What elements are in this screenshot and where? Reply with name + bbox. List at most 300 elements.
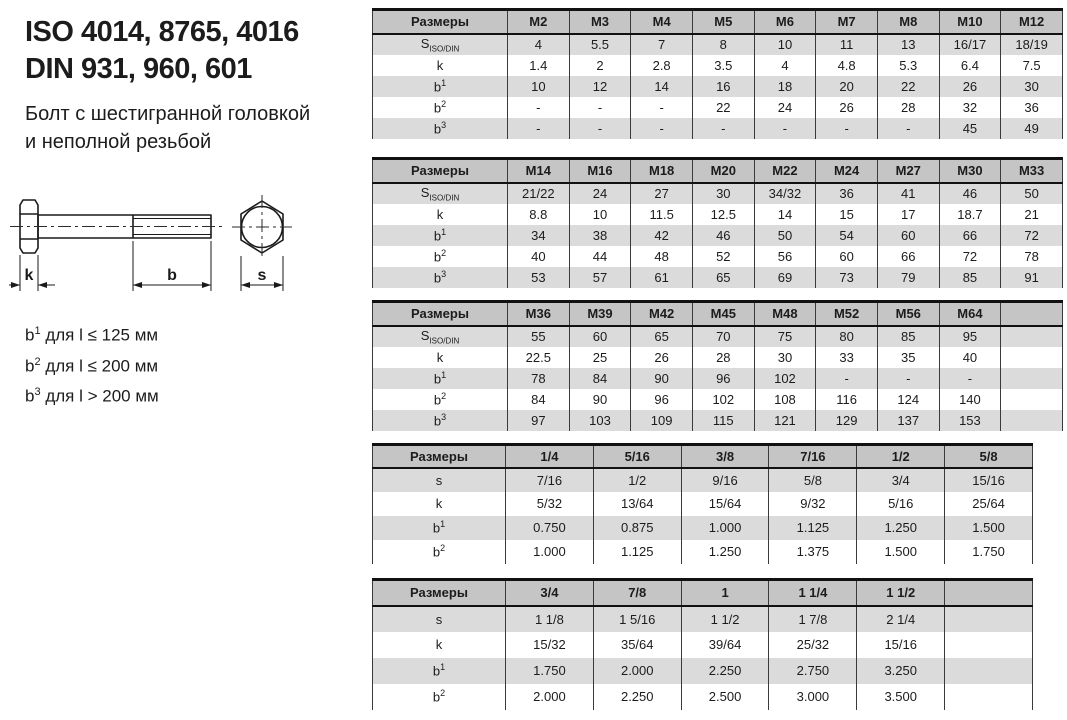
data-cell: 1 1/8 (506, 606, 594, 632)
data-cell: 2.250 (593, 684, 681, 710)
data-cell: 5/32 (506, 492, 594, 516)
data-cell: 14 (631, 76, 693, 97)
data-cell: 70 (692, 326, 754, 347)
data-cell: 2 1/4 (857, 606, 945, 632)
data-cell: 73 (816, 267, 878, 288)
dim-label-s: s (257, 267, 267, 284)
data-cell: 103 (569, 410, 631, 431)
data-cell: 2.500 (681, 684, 769, 710)
bolt-end-view (232, 195, 292, 259)
data-cell: 9/32 (769, 492, 857, 516)
data-cell: 96 (631, 389, 693, 410)
data-cell: 5/8 (769, 468, 857, 492)
data-cell: 26 (816, 97, 878, 118)
data-cell: 1.000 (506, 540, 594, 564)
data-cell: 66 (939, 225, 1001, 246)
data-cell: 34/32 (754, 183, 816, 204)
data-cell: 22.5 (508, 347, 570, 368)
data-cell: 57 (569, 267, 631, 288)
data-cell: 45 (939, 118, 1001, 139)
table-header-row (373, 302, 1063, 326)
data-cell: 2 (569, 55, 631, 76)
data-cell: 95 (939, 326, 1001, 347)
data-cell: 39/64 (681, 632, 769, 658)
data-cell: 1.375 (769, 540, 857, 564)
data-cell: 25/64 (945, 492, 1033, 516)
data-cell: - (754, 118, 816, 139)
data-cell: 2.250 (681, 658, 769, 684)
data-cell: 24 (569, 183, 631, 204)
data-cell: 36 (1001, 97, 1063, 118)
row-label: k (436, 349, 444, 365)
description-line-1: Болт с шестигранной головкой (25, 103, 311, 125)
row-label: $S_{ISO/DIN}$ (373, 326, 508, 347)
data-cell (1001, 389, 1063, 410)
data-cell: 7 (631, 34, 693, 55)
header-cell-size: M24 (816, 159, 878, 183)
data-cell: 91 (1001, 267, 1063, 288)
data-cell: 140 (939, 389, 1001, 410)
data-cell: 66 (877, 246, 939, 267)
data-cell: 46 (939, 183, 1001, 204)
data-cell: 1.250 (681, 540, 769, 564)
data-cell: 2.000 (593, 658, 681, 684)
row-label: $b^2$ (433, 247, 447, 265)
data-cell: 18/19 (1001, 34, 1063, 55)
header-cell-size: M48 (754, 302, 816, 326)
data-cell: 30 (692, 183, 754, 204)
data-cell: 20 (816, 76, 878, 97)
data-cell: 102 (754, 368, 816, 389)
data-cell: 5.3 (877, 55, 939, 76)
data-cell: - (877, 368, 939, 389)
iso-standards-title: ISO 4014, 8765, 4016 (25, 16, 299, 48)
data-cell: 44 (569, 246, 631, 267)
data-cell (945, 632, 1033, 658)
data-cell: 13/64 (593, 492, 681, 516)
data-cell (1001, 368, 1063, 389)
data-cell: - (877, 118, 939, 139)
data-cell: 12 (569, 76, 631, 97)
table-row (373, 246, 1063, 267)
header-cell-size: M16 (569, 159, 631, 183)
header-cell-size: 1 1/2 (857, 580, 945, 606)
header-cell-size: M36 (508, 302, 570, 326)
table-row (373, 97, 1063, 118)
note-b2: $b^2$ для l ≤ 200 мм (25, 355, 159, 376)
header-cell-size: M39 (569, 302, 631, 326)
data-cell: 109 (631, 410, 693, 431)
header-cell-size (945, 580, 1033, 606)
data-cell: 3.000 (769, 684, 857, 710)
header-cell-size: M14 (508, 159, 570, 183)
header-cell-size: 7/16 (769, 445, 857, 468)
data-cell: 102 (692, 389, 754, 410)
data-cell: 26 (939, 76, 1001, 97)
header-cell-size: 7/8 (593, 580, 681, 606)
table-row (373, 55, 1063, 76)
table-row (373, 118, 1063, 139)
data-cell: 115 (692, 410, 754, 431)
data-cell: 36 (816, 183, 878, 204)
data-cell: 53 (508, 267, 570, 288)
header-cell-sizes: Размеры (373, 302, 508, 326)
dimension-k (9, 255, 55, 291)
data-cell: 116 (816, 389, 878, 410)
data-cell: 1.750 (506, 658, 594, 684)
data-cell: 60 (877, 225, 939, 246)
data-cell: - (569, 118, 631, 139)
data-cell: 14 (754, 204, 816, 225)
data-cell: 84 (508, 389, 570, 410)
data-cell (945, 606, 1033, 632)
header-cell-size: 3/4 (506, 580, 594, 606)
data-cell: 4 (754, 55, 816, 76)
data-cell: 80 (816, 326, 878, 347)
header-cell-size: M30 (939, 159, 1001, 183)
data-cell: 1 1/2 (681, 606, 769, 632)
data-cell (1001, 347, 1063, 368)
dim-label-k: k (24, 267, 34, 284)
table-row (373, 492, 1033, 516)
thread-length-notes (25, 318, 159, 410)
data-cell: 50 (1001, 183, 1063, 204)
header-cell-size: 5/16 (593, 445, 681, 468)
data-cell: - (569, 97, 631, 118)
header-cell-size: M20 (692, 159, 754, 183)
note-b3: $b^3$ для l > 200 мм (25, 386, 159, 406)
header-cell-size: M22 (754, 159, 816, 183)
data-cell (945, 658, 1033, 684)
header-cell-size: M64 (939, 302, 1001, 326)
data-cell: 3.500 (857, 684, 945, 710)
data-cell: 72 (1001, 225, 1063, 246)
data-cell: 17 (877, 204, 939, 225)
data-cell: 28 (877, 97, 939, 118)
table-header-row (373, 10, 1063, 34)
data-cell: 78 (1001, 246, 1063, 267)
data-cell: 35 (877, 347, 939, 368)
table-row (373, 34, 1063, 55)
row-label: $b^1$ (373, 368, 508, 389)
data-cell: - (508, 97, 570, 118)
table-metric-m36-m64 (372, 300, 1063, 431)
data-cell: 61 (631, 267, 693, 288)
data-cell: 0.750 (506, 516, 594, 540)
header-cell-size: M12 (1001, 10, 1063, 34)
data-cell: 30 (754, 347, 816, 368)
row-label: $b^3$ (373, 267, 508, 288)
header-cell-size: M3 (569, 10, 631, 34)
data-cell: 75 (754, 326, 816, 347)
data-cell: 1.750 (945, 540, 1033, 564)
data-cell: 90 (569, 389, 631, 410)
data-cell: - (816, 118, 878, 139)
data-cell: - (939, 368, 1001, 389)
table-header-row (373, 445, 1033, 468)
table-row (373, 684, 1033, 710)
table-row (373, 468, 1033, 492)
data-cell: 1.125 (593, 540, 681, 564)
table-row (373, 76, 1063, 97)
data-cell: 42 (631, 225, 693, 246)
data-cell: 11.5 (631, 204, 693, 225)
table-metric-m2-m12 (372, 8, 1063, 139)
header-cell-size: M42 (631, 302, 693, 326)
data-cell: 28 (692, 347, 754, 368)
data-cell: 1.000 (681, 516, 769, 540)
header-cell-size: M27 (877, 159, 939, 183)
data-cell: 15/64 (681, 492, 769, 516)
data-cell: 33 (816, 347, 878, 368)
header-cell-size: 1 (681, 580, 769, 606)
data-cell: 6.4 (939, 55, 1001, 76)
table-inch-3-4-to-1-5 (372, 578, 1033, 710)
header-cell-size: M8 (877, 10, 939, 34)
data-cell: 48 (631, 246, 693, 267)
table-row (373, 267, 1063, 288)
dimensions-table (372, 300, 1063, 431)
data-cell (1001, 326, 1063, 347)
bolt-side-view (10, 200, 224, 253)
data-cell: 24 (754, 97, 816, 118)
dimensions-table (372, 578, 1033, 710)
header-cell-size: M45 (692, 302, 754, 326)
data-cell: 124 (877, 389, 939, 410)
row-label: $b^2$ (433, 98, 447, 116)
data-cell: 26 (631, 347, 693, 368)
data-cell (945, 684, 1033, 710)
row-label: $S_{ISO/DIN}$ (373, 34, 508, 55)
data-cell: 1.500 (945, 516, 1033, 540)
data-cell: 2.750 (769, 658, 857, 684)
data-cell: - (631, 118, 693, 139)
row-label: k (435, 496, 443, 511)
data-cell: 16/17 (939, 34, 1001, 55)
dimensions-table (372, 157, 1063, 288)
data-cell: 55 (508, 326, 570, 347)
bolt-drawing-svg (8, 188, 338, 306)
data-cell: 121 (754, 410, 816, 431)
data-cell: 8.8 (508, 204, 570, 225)
data-cell: 5/16 (857, 492, 945, 516)
data-cell: 10 (569, 204, 631, 225)
data-cell: 32 (939, 97, 1001, 118)
data-cell: 12.5 (692, 204, 754, 225)
data-cell: 1 7/8 (769, 606, 857, 632)
row-label: k (435, 637, 443, 652)
data-cell: 18.7 (939, 204, 1001, 225)
header-cell-size: 1 1/4 (769, 580, 857, 606)
data-cell: 2.8 (631, 55, 693, 76)
data-cell: 15/16 (945, 468, 1033, 492)
title-block (25, 14, 299, 88)
data-cell (1001, 410, 1063, 431)
table-row (373, 347, 1063, 368)
table-row (373, 540, 1033, 564)
data-cell: 2.000 (506, 684, 594, 710)
data-cell: 1.125 (769, 516, 857, 540)
table-header-row (373, 580, 1033, 606)
data-cell: 35/64 (593, 632, 681, 658)
data-cell: 65 (631, 326, 693, 347)
table-header-row (373, 159, 1063, 183)
header-cell-sizes: Размеры (373, 580, 506, 606)
data-cell: 15/32 (506, 632, 594, 658)
table-row (373, 183, 1063, 204)
header-cell-size (1001, 302, 1063, 326)
header-cell-size: M6 (754, 10, 816, 34)
data-cell: 46 (692, 225, 754, 246)
data-cell: 34 (508, 225, 570, 246)
data-cell: 3.5 (692, 55, 754, 76)
data-cell: 65 (692, 267, 754, 288)
data-cell: 10 (754, 34, 816, 55)
data-cell: 16 (692, 76, 754, 97)
header-cell-size: M2 (508, 10, 570, 34)
data-cell: 22 (877, 76, 939, 97)
data-cell: 40 (508, 246, 570, 267)
table-row (373, 389, 1063, 410)
dimension-b (133, 241, 211, 291)
header-cell-sizes: Размеры (373, 159, 508, 183)
data-cell: 8 (692, 34, 754, 55)
table-row (373, 658, 1033, 684)
header-cell-size: M52 (816, 302, 878, 326)
data-cell: 11 (816, 34, 878, 55)
data-cell: 3.250 (857, 658, 945, 684)
data-cell: 78 (508, 368, 570, 389)
data-cell: 21/22 (508, 183, 570, 204)
data-cell: 97 (508, 410, 570, 431)
header-cell-size: 5/8 (945, 445, 1033, 468)
data-cell: 25/32 (769, 632, 857, 658)
header-cell-size: M18 (631, 159, 693, 183)
data-cell: 50 (754, 225, 816, 246)
din-standards-title: DIN 931, 960, 601 (25, 53, 252, 85)
row-label: $b^2$ (432, 543, 446, 560)
data-cell: 18 (754, 76, 816, 97)
data-cell: 10 (508, 76, 570, 97)
data-cell: 27 (631, 183, 693, 204)
description-block (25, 100, 310, 156)
data-cell: - (816, 368, 878, 389)
data-cell: 153 (939, 410, 1001, 431)
data-cell: 60 (816, 246, 878, 267)
data-cell: 69 (754, 267, 816, 288)
data-cell: 5.5 (569, 34, 631, 55)
data-cell: 1.4 (508, 55, 570, 76)
table-row (373, 368, 1063, 389)
data-cell: 1/2 (593, 468, 681, 492)
data-cell: 84 (569, 368, 631, 389)
row-label: $b^1$ (373, 658, 506, 684)
data-cell: 3/4 (857, 468, 945, 492)
data-cell: - (508, 118, 570, 139)
table-row (373, 410, 1063, 431)
data-cell: 54 (816, 225, 878, 246)
dimensions-table (372, 8, 1063, 139)
data-cell: 21 (1001, 204, 1063, 225)
data-cell: - (692, 118, 754, 139)
data-cell: 15 (816, 204, 878, 225)
header-cell-size: M56 (877, 302, 939, 326)
data-cell: 9/16 (681, 468, 769, 492)
header-cell-sizes: Размеры (373, 10, 508, 34)
header-cell-size: M7 (816, 10, 878, 34)
data-cell: 60 (569, 326, 631, 347)
data-cell: 96 (692, 368, 754, 389)
header-cell-size: M10 (939, 10, 1001, 34)
data-cell: 4.8 (816, 55, 878, 76)
table-metric-m14-m33 (372, 157, 1063, 288)
row-label: $b^2$ (432, 688, 446, 705)
row-label: $b^2$ (433, 390, 447, 408)
row-label: $b^1$ (373, 516, 506, 540)
row-label: $b^1$ (373, 225, 508, 246)
row-label: $S_{ISO/DIN}$ (373, 183, 508, 204)
data-cell: 79 (877, 267, 939, 288)
data-cell: 15/16 (857, 632, 945, 658)
data-cell: 41 (877, 183, 939, 204)
row-label: k (436, 206, 444, 222)
data-cell: 1 5/16 (593, 606, 681, 632)
data-cell: 4 (508, 34, 570, 55)
data-cell: 0.875 (593, 516, 681, 540)
row-label: $b^1$ (373, 76, 508, 97)
table-row (373, 632, 1033, 658)
table-row (373, 606, 1033, 632)
dim-label-b: b (167, 267, 177, 284)
data-cell: 1.250 (857, 516, 945, 540)
row-label: $b^3$ (373, 118, 508, 139)
table-row (373, 326, 1063, 347)
data-cell: 1.500 (857, 540, 945, 564)
data-cell: 22 (692, 97, 754, 118)
note-b1: $b^1$ для l ≤ 125 мм (25, 325, 159, 345)
header-cell-size: 1/4 (506, 445, 594, 468)
header-cell-size: M4 (631, 10, 693, 34)
header-cell-size: M33 (1001, 159, 1063, 183)
data-cell: 7/16 (506, 468, 594, 492)
data-cell: 40 (939, 347, 1001, 368)
header-cell-size: M5 (692, 10, 754, 34)
table-row (373, 516, 1033, 540)
data-cell: 13 (877, 34, 939, 55)
data-cell: 25 (569, 347, 631, 368)
data-cell: 90 (631, 368, 693, 389)
data-cell: - (631, 97, 693, 118)
header-cell-size: 1/2 (857, 445, 945, 468)
dimension-s (241, 256, 283, 291)
data-cell: 72 (939, 246, 1001, 267)
data-cell: 108 (754, 389, 816, 410)
header-cell-sizes: Размеры (373, 445, 506, 468)
description-line-2: и неполной резьбой (25, 131, 212, 153)
row-label: s (373, 468, 506, 492)
data-cell: 52 (692, 246, 754, 267)
row-label: $b^3$ (373, 410, 508, 431)
data-cell: 129 (816, 410, 878, 431)
table-inch-quarter-to-5-8 (372, 443, 1033, 564)
data-cell: 7.5 (1001, 55, 1063, 76)
data-cell: 38 (569, 225, 631, 246)
data-cell: 56 (754, 246, 816, 267)
header-cell-size: 3/8 (681, 445, 769, 468)
data-cell: 85 (939, 267, 1001, 288)
row-label: s (373, 606, 506, 632)
table-row (373, 225, 1063, 246)
